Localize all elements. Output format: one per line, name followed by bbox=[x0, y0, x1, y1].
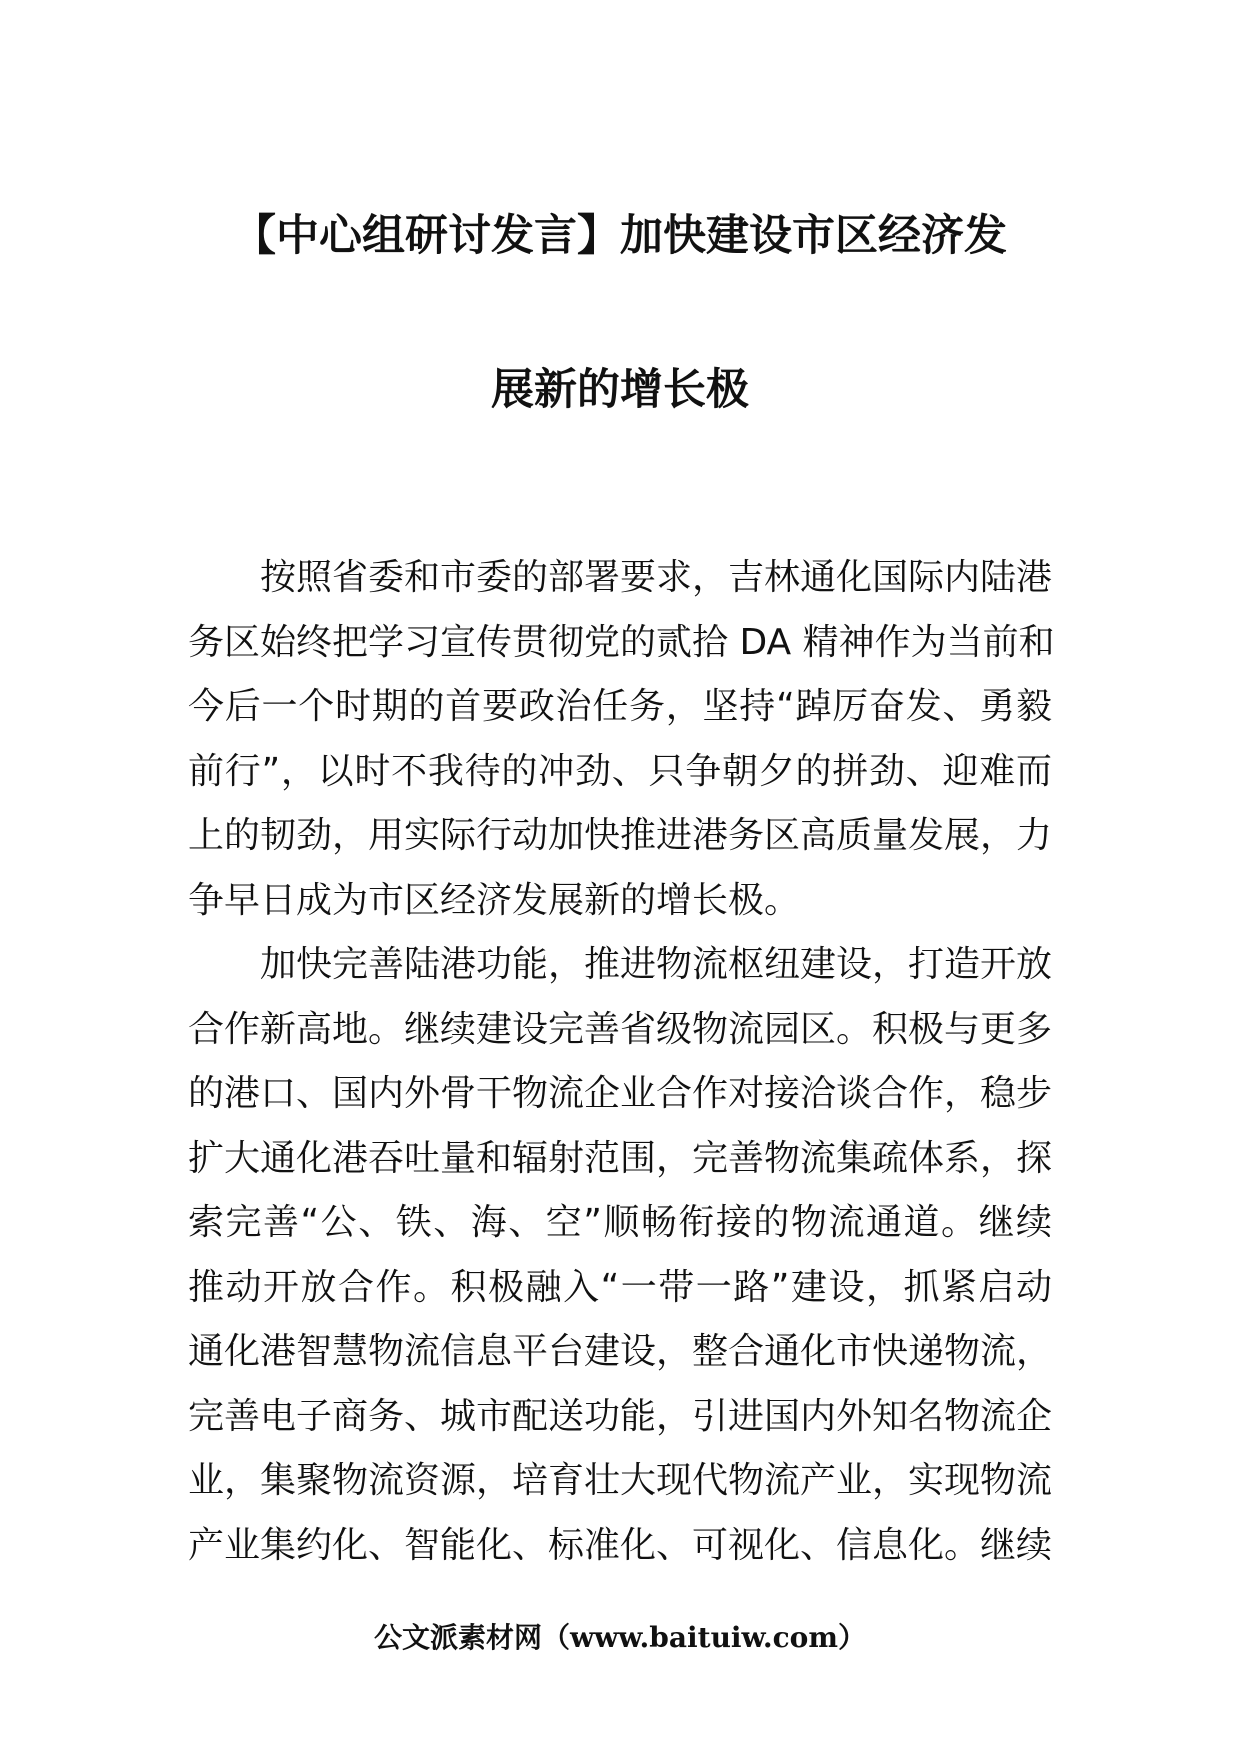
paragraph-line: 今后一个时期的首要政治任务，坚持“踔厉奋发、勇毅 bbox=[188, 686, 1052, 727]
paragraph-line: 加快完善陆港功能，推进物流枢纽建设，打造开放 bbox=[260, 944, 1053, 985]
paragraph-line: 产业集约化、智能化、标准化、可视化、信息化。继续 bbox=[188, 1524, 1053, 1566]
paragraph-line: 合作新高地。继续建设完善省级物流园区。积极与更多 bbox=[188, 1008, 1053, 1050]
paragraph-line: 按照省委和市委的部署要求，吉林通化国际内陆港 bbox=[260, 557, 1053, 598]
footer-watermark: 公文派素材网（www.baituiw.com） bbox=[374, 1621, 866, 1654]
paragraph-1 bbox=[188, 546, 1055, 933]
paragraph-2 bbox=[188, 933, 1052, 1578]
paragraph-line: 推动开放合作。积极融入“一带一路”建设，抓紧启动 bbox=[188, 1266, 1052, 1308]
paragraph-line: 完善电子商务、城市配送功能，引进国内外知名物流企 bbox=[188, 1395, 1053, 1437]
document-title-line-1: 【中心组研讨发言】加快建设市区经济发 bbox=[233, 211, 1007, 261]
document-title-line-2: 展新的增长极 bbox=[491, 365, 749, 415]
paragraph-line: 通化港智慧物流信息平台建设，整合通化市快递物流， bbox=[188, 1331, 1053, 1372]
paragraph-line: 的港口、国内外骨干物流企业合作对接洽谈合作，稳步 bbox=[188, 1073, 1053, 1114]
paragraph-line: 索完善“公、铁、海、空”顺畅衔接的物流通道。继续 bbox=[188, 1202, 1052, 1243]
paragraph-line: 上的韧劲，用实际行动加快推进港务区高质量发展，力 bbox=[188, 815, 1053, 856]
paragraph-line: 务区始终把学习宣传贯彻党的贰拾 DA 精神作为当前和 bbox=[188, 621, 1055, 663]
paragraph-line: 扩大通化港吞吐量和辐射范围，完善物流集疏体系，探 bbox=[188, 1137, 1053, 1179]
paragraph-line: 前行”，以时不我待的冲劲、只争朝夕的拼劲、迎难而 bbox=[188, 750, 1052, 792]
document-body bbox=[188, 546, 1055, 1578]
paragraph-line: 业，集聚物流资源，培育壮大现代物流产业，实现物流 bbox=[188, 1460, 1053, 1501]
paragraph-line: 争早日成为市区经济发展新的增长极。 bbox=[188, 879, 801, 921]
